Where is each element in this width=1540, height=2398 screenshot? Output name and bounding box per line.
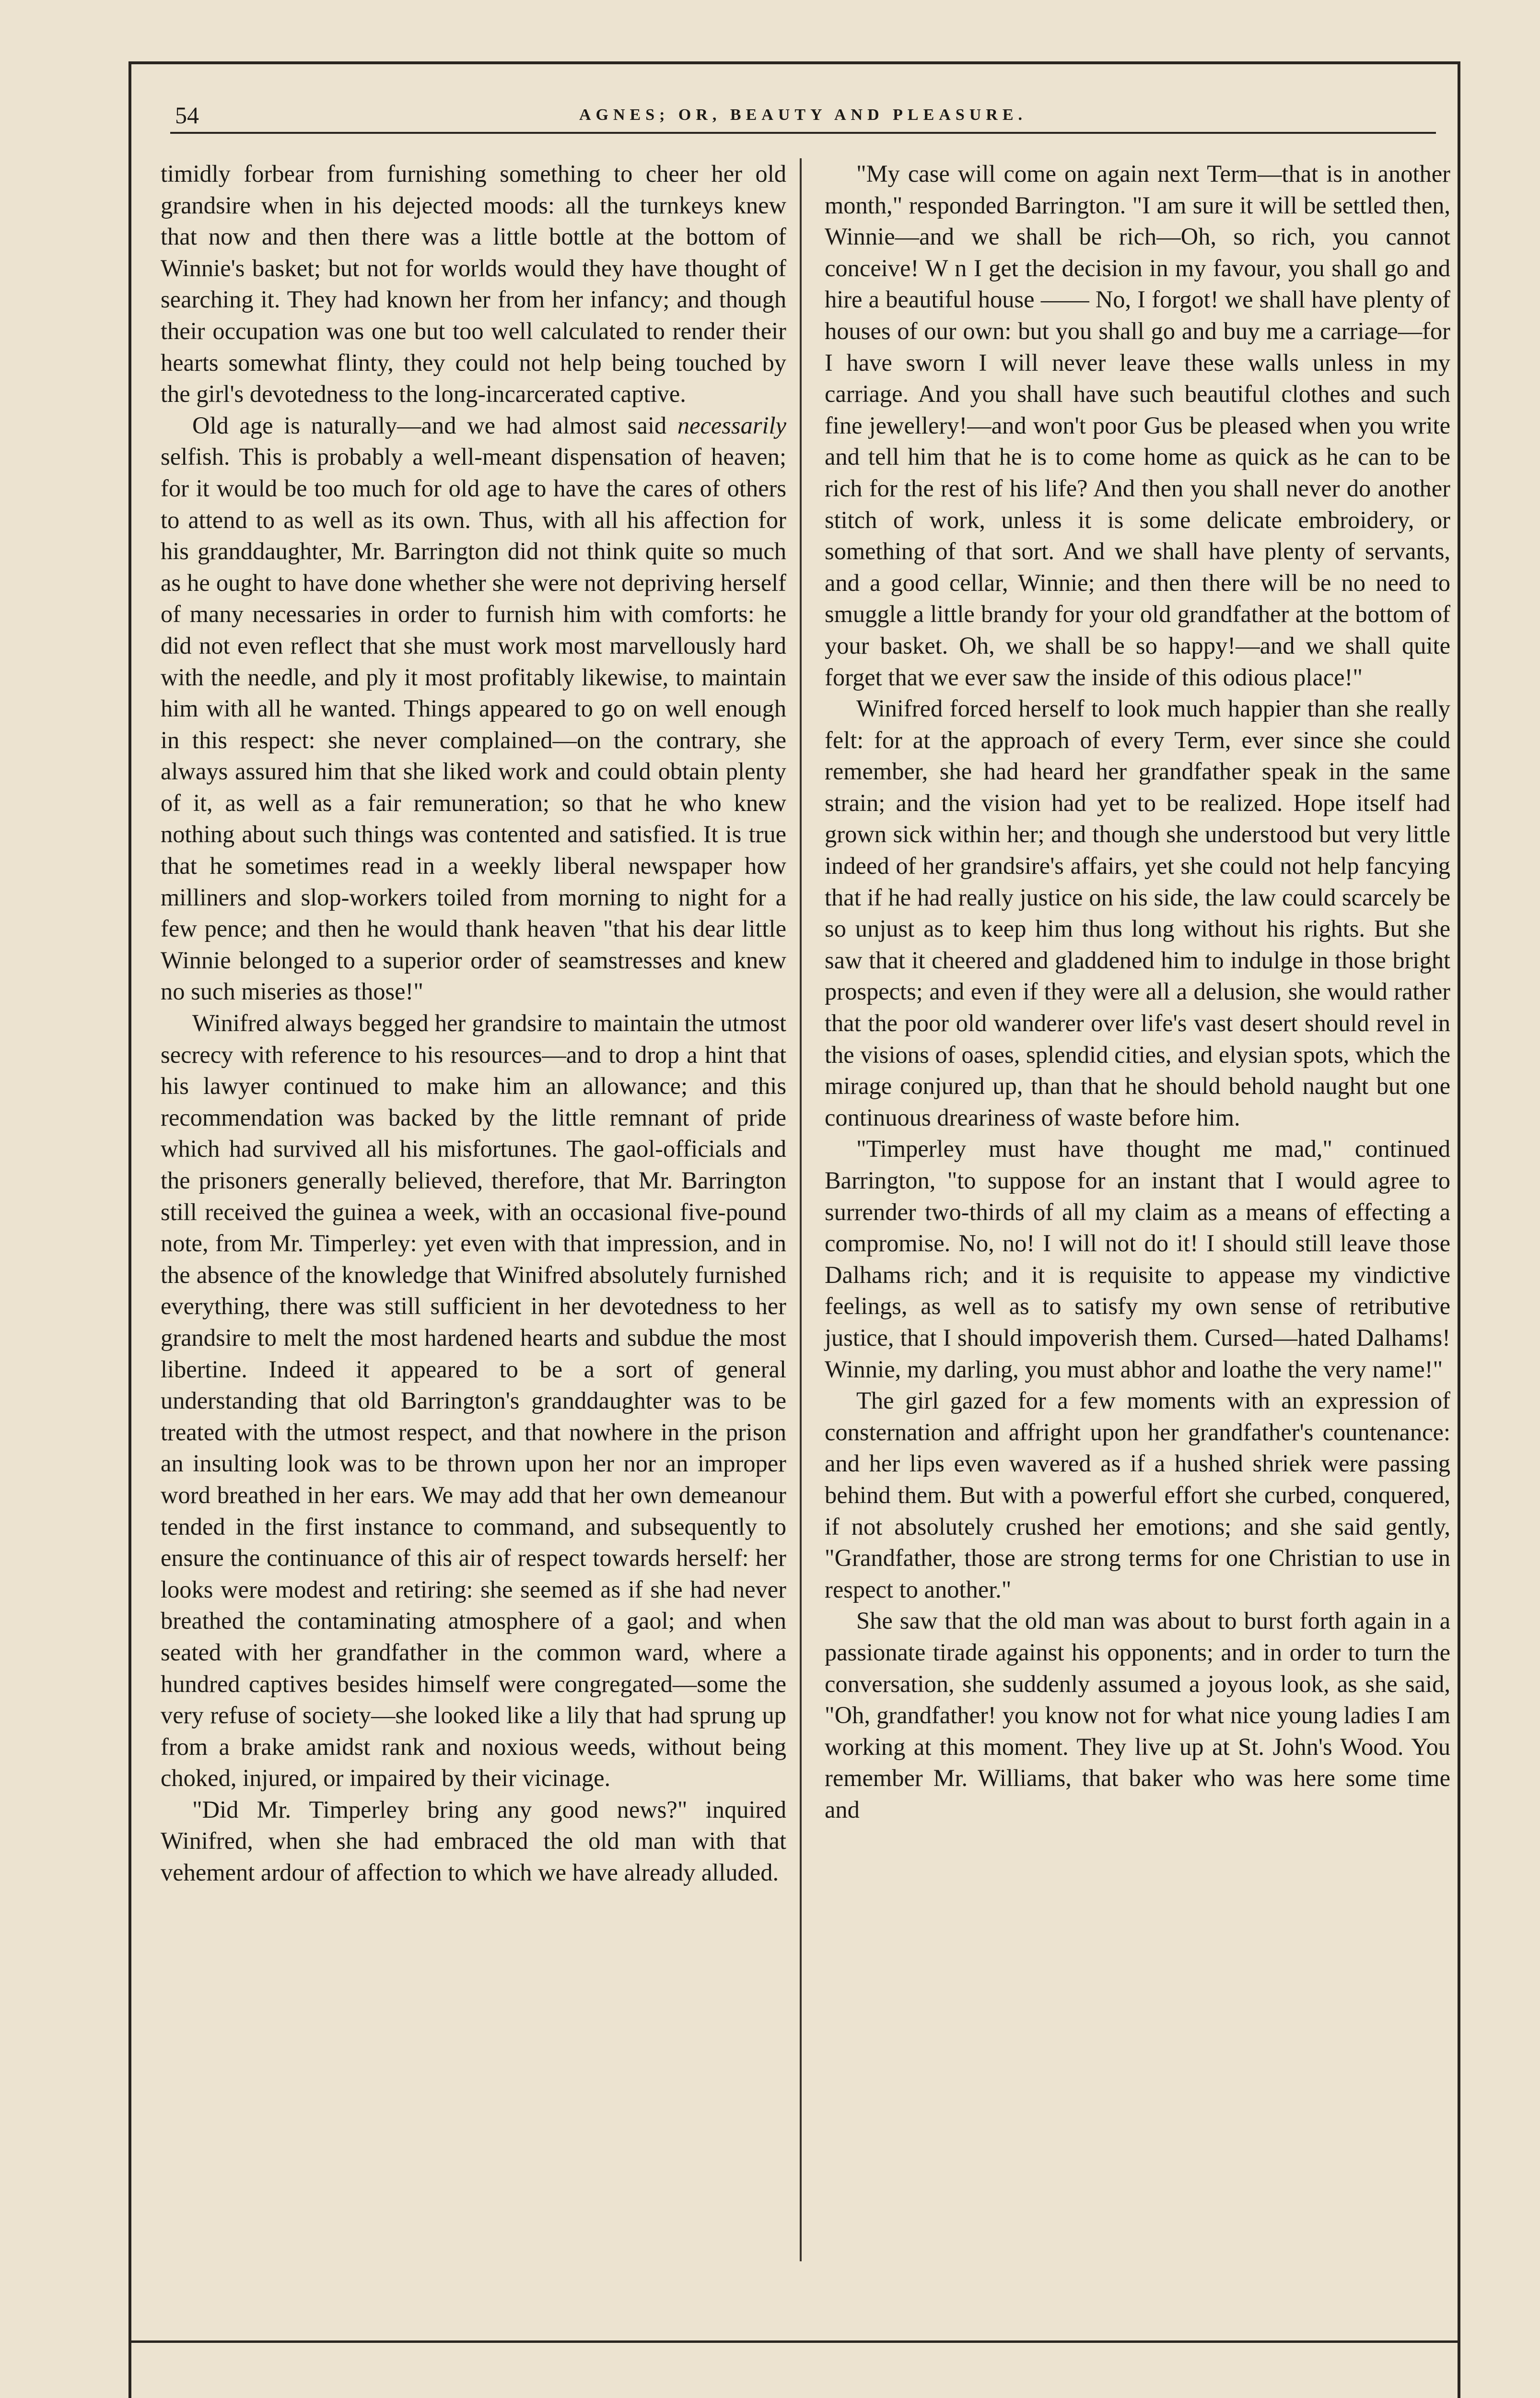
- paragraph-text: Old age is naturally—and we had almost said: [192, 411, 677, 439]
- paragraph: "Did Mr. Timperley bring any good news?" inquired Winifred, when she had embraced the old man with that vehement ardour of affection to which we have already alluded.: [161, 1796, 786, 1886]
- paragraph: The girl gazed for a few moments with an expression of consternation and affright upon her grandfather's countenance: and her lips even wavered as if a hushed shriek were passing behind them. But with a powerful effort she curbed, conquered, if not absolutely crushed her emotions; and she said gently, "Grandfather, those are strong terms for one Christian to use in respect to another.": [825, 1387, 1450, 1603]
- paragraph-text: selfish. This is probably a well-meant dispensation of heaven; for it would be too much for old age to have the cares of others to attend to as well as its own. Thus, with all his affection for his granddaughter, Mr. Barrington did not think quite so much as he ought to have done whether she were not depriving herself of many necessaries in order to furnish him with comforts: he did not even reflect that she must work most marvellously hard with the needle, and ply it most profitably likewise, to maintain him with all he wanted. Things appeared to go on well enough in this respect: she never complained—on the contrary, she always assured him that she liked work and could obtain plenty of it, as well as a fair remuneration; so that he who knew nothing about such things was contented and satisfied. It is true that he sometimes read in a weekly liberal newspaper how milliners and slop-workers toiled from morning to night for a few pence; and then he would thank heaven "that his dear little Winnie belonged to a superior order of seamstresses and knew no such miseries as those!": [161, 443, 786, 1005]
- paragraph: "Timperley must have thought me mad," continued Barrington, "to suppose for an instant that I would agree to surrender two-thirds of all my claim as a means of effecting a compromise. No, no! I will not do it! I should still leave those Dalhams rich; and it is requisite to appease my vindictive feelings, as well as to satisfy my own sense of retributive justice, that I should impoverish them. Cursed—hated Dalhams! Winnie, my darling, you must abhor and loathe the very name!": [825, 1135, 1450, 1383]
- paragraph: She saw that the old man was about to burst forth again in a passionate tirade against his opponents; and in order to turn the conversation, she suddenly assumed a joyous look, as she said, "Oh, grandfather! you know not for what nice young ladies I am working at this moment. They live up at St. John's Wood. You remember Mr. Williams, that baker who was here some time and: [825, 1607, 1450, 1823]
- column-divider: [800, 158, 802, 2261]
- page-header: [170, 98, 1436, 134]
- right-column: [825, 158, 1450, 1825]
- paragraph: Winifred forced herself to look much happier than she really felt: for at the approach of every Term, ever since she could remember, she had heard her grandfather speak in the same strain; and the vision had yet to be realized. Hope itself had grown sick within her; and though she understood but very little indeed of her grandsire's affairs, yet she could not help fancying that if he had really justice on his side, the law could scarcely be so unjust as to keep him thus long without his rights. But she saw that it cheered and gladdened him to indulge in those bright prospects; and even if they were all a delusion, she would rather that the poor old wanderer over life's vast desert should revel in the visions of oases, splendid cities, and elysian spots, which the mirage conjured up, than that he should behold naught but one continuous dreariness of waste before him.: [825, 695, 1450, 1131]
- bottom-rule: [128, 2340, 1460, 2343]
- left-column: [161, 158, 786, 1889]
- page-number: 54: [175, 102, 199, 129]
- paragraph: Winifred always begged her grandsire to maintain the utmost secrecy with reference to his resources—and to drop a hint that his lawyer continued to make him an allowance; and this recommendation was backed by the little remnant of pride which had survived all his misfortunes. The gaol-officials and the prisoners generally believed, therefore, that Mr. Barrington still received the guinea a week, with an occasional five-pound note, from Mr. Timperley: yet even with that impression, and in the absence of the knowledge that Winifred absolutely furnished everything, there was still sufficient in her devotedness to her grandsire to melt the most hardened hearts and subdue the most libertine. Indeed it appeared to be a sort of general understanding that old Barrington's granddaughter was to be treated with the utmost respect, and that nowhere in the prison an insulting look was to be thrown upon her nor an improper word breathed in her ears. We may add that her own demeanour tended in the first instance to command, and subsequently to ensure the continuance of this air of respect towards herself: her looks were modest and retiring: she seemed as if she had never breathed the contaminating atmosphere of a gaol; and when seated with her grandfather in the common ward, where a hundred captives besides himself were congregated—some the very refuse of society—she looked like a lily that had sprung up from a brake amidst rank and noxious weeds, without being choked, injured, or impaired by their vicinage.: [161, 1010, 786, 1792]
- paragraph: "My case will come on again next Term—that is in another month," responded Barrington. "I am sure it will be settled then, Winnie—and we shall be rich—Oh, so rich, you cannot conceive! W n I get the decision in my favour, you shall go and hire a beautiful house —— No, I forgot! we shall have plenty of houses of our own: but you shall go and buy me a carriage—for I have sworn I will never leave these walls unless in my carriage. And you shall have such beautiful clothes and such fine jewellery!—and won't poor Gus be pleased when you write and tell him that he is to come home as quick as he can to be rich for the rest of his life? And then you shall never do another stitch of work, unless it is some delicate embroidery, or something of that sort. And we shall have plenty of servants, and a good cellar, Winnie; and then there will be no need to smuggle a little brandy for your old grandfather at the bottom of your basket. Oh, we shall be so happy!—and we shall quite forget that we ever saw the inside of this odious place!": [825, 160, 1450, 691]
- emphasis-text: necessarily: [677, 411, 786, 439]
- paragraph: [161, 410, 786, 1008]
- running-title: AGNES; OR, BEAUTY AND PLEASURE.: [579, 106, 1027, 124]
- paragraph: timidly forbear from furnishing something to cheer her old grandsire when in his dejected moods: all the turnkeys knew that now and then there was a little bottle at the bottom of Winnie's basket; but not for worlds would they have thought of searching it. They had known her from her infancy; and though their occupation was one but too well calculated to render their hearts somewhat flinty, they could not help being touched by the girl's devotedness to the long-incarcerated captive.: [161, 160, 786, 408]
